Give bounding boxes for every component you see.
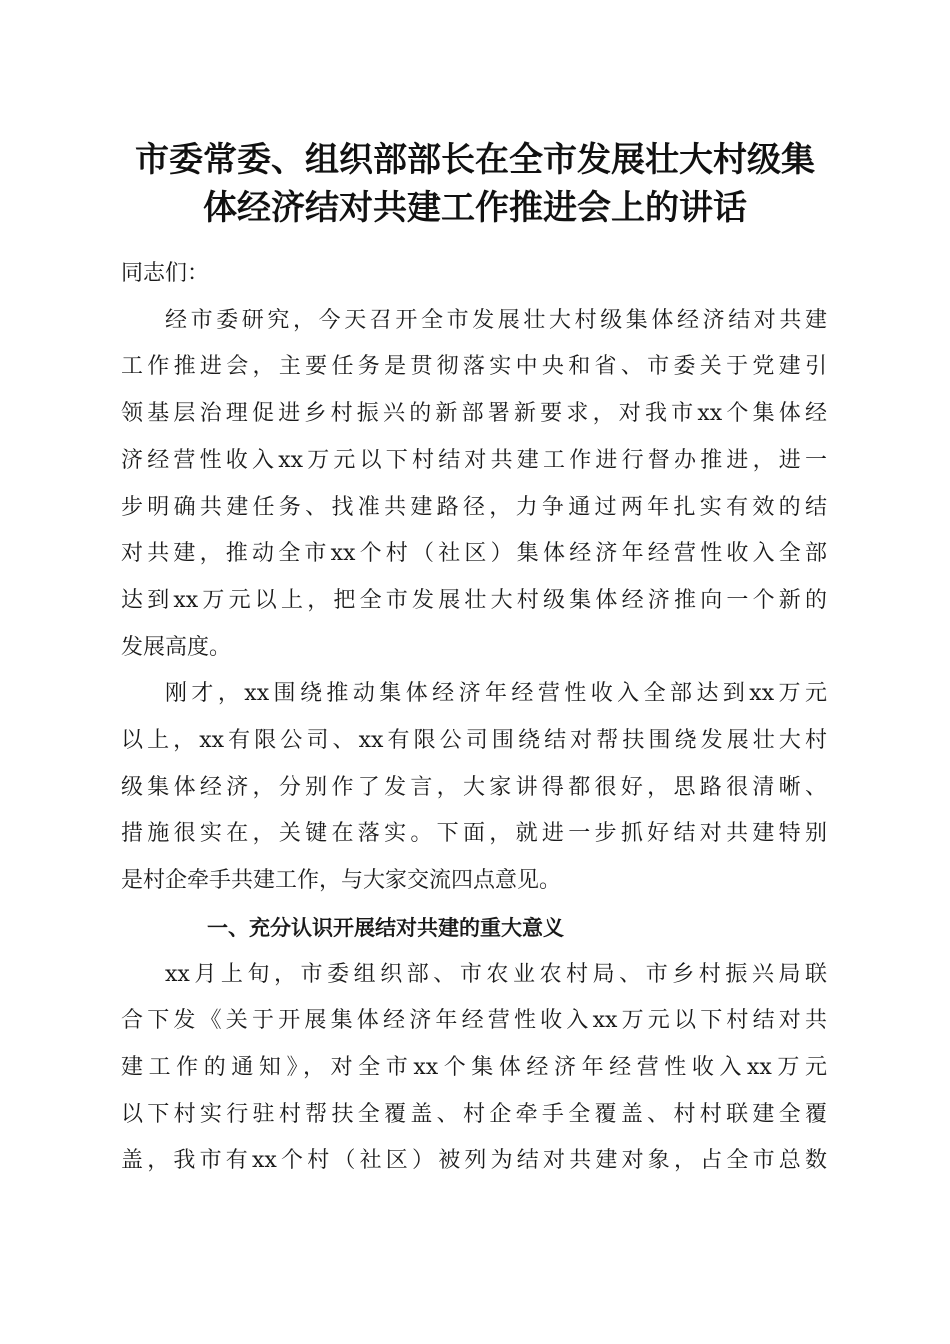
paragraph-line: 合下发《关于开展集体经济年经营性收入xx万元以下村结对共 [121, 1008, 827, 1034]
section-heading [121, 905, 827, 952]
section-heading-text: 一、充分认识开展结对共建的重大意义 [207, 915, 564, 940]
paragraph-line: 工作推进会，主要任务是贯彻落实中央和省、市委关于党建引 [121, 354, 827, 380]
paragraph-line: 步明确共建任务、找准共建路径，力争通过两年扎实有效的结 [121, 494, 827, 520]
paragraph-line: 以上，xx有限公司、xx有限公司围绕结对帮扶围绕发展壮大村 [121, 728, 827, 754]
paragraph-1 [121, 298, 827, 672]
paragraph-line: 对共建，推动全市xx个村（社区）集体经济年经营性收入全部 [121, 541, 827, 567]
salutation [121, 251, 827, 298]
paragraph-line: 济经营性收入xx万元以下村结对共建工作进行督办推进，进一 [121, 447, 827, 473]
paragraph-line: 发展高度。 [121, 634, 232, 660]
paragraph-line: 达到xx万元以上，把全市发展壮大村级集体经济推向一个新的 [121, 587, 827, 613]
title-line: 市委常委、组织部部长在全市发展壮大村级集 [135, 140, 815, 180]
document-title [100, 136, 850, 232]
paragraph-line: 建工作的通知》，对全市xx个集体经济年经营性收入xx万元 [121, 1054, 827, 1080]
document-body [121, 251, 827, 1185]
paragraph-line: 级集体经济，分别作了发言，大家讲得都很好，思路很清晰、 [121, 774, 827, 800]
paragraph-line: 措施很实在，关键在落实。下面，就进一步抓好结对共建特别 [121, 821, 827, 847]
paragraph-line: 是村企牵手共建工作，与大家交流四点意见。 [121, 868, 562, 894]
paragraph-line: 领基层治理促进乡村振兴的新部署新要求，对我市xx个集体经 [121, 401, 827, 427]
paragraph-line: 盖，我市有xx个村（社区）被列为结对共建对象，占全市总数 [121, 1148, 827, 1174]
salutation-text: 同志们： [121, 261, 210, 286]
paragraph-line: 经市委研究，今天召开全市发展壮大村级集体经济结对共建 [165, 307, 827, 333]
paragraph-line: xx月上旬，市委组织部、市农业农村局、市乡村振兴局联 [165, 961, 827, 987]
paragraph-line: 刚才，xx围绕推动集体经济年经营性收入全部达到xx万元 [165, 681, 827, 707]
paragraph-3 [121, 952, 827, 1186]
title-line: 体经济结对共建工作推进会上的讲话 [203, 188, 747, 228]
paragraph-line: 以下村实行驻村帮扶全覆盖、村企牵手全覆盖、村村联建全覆 [121, 1101, 827, 1127]
paragraph-2 [121, 671, 827, 905]
